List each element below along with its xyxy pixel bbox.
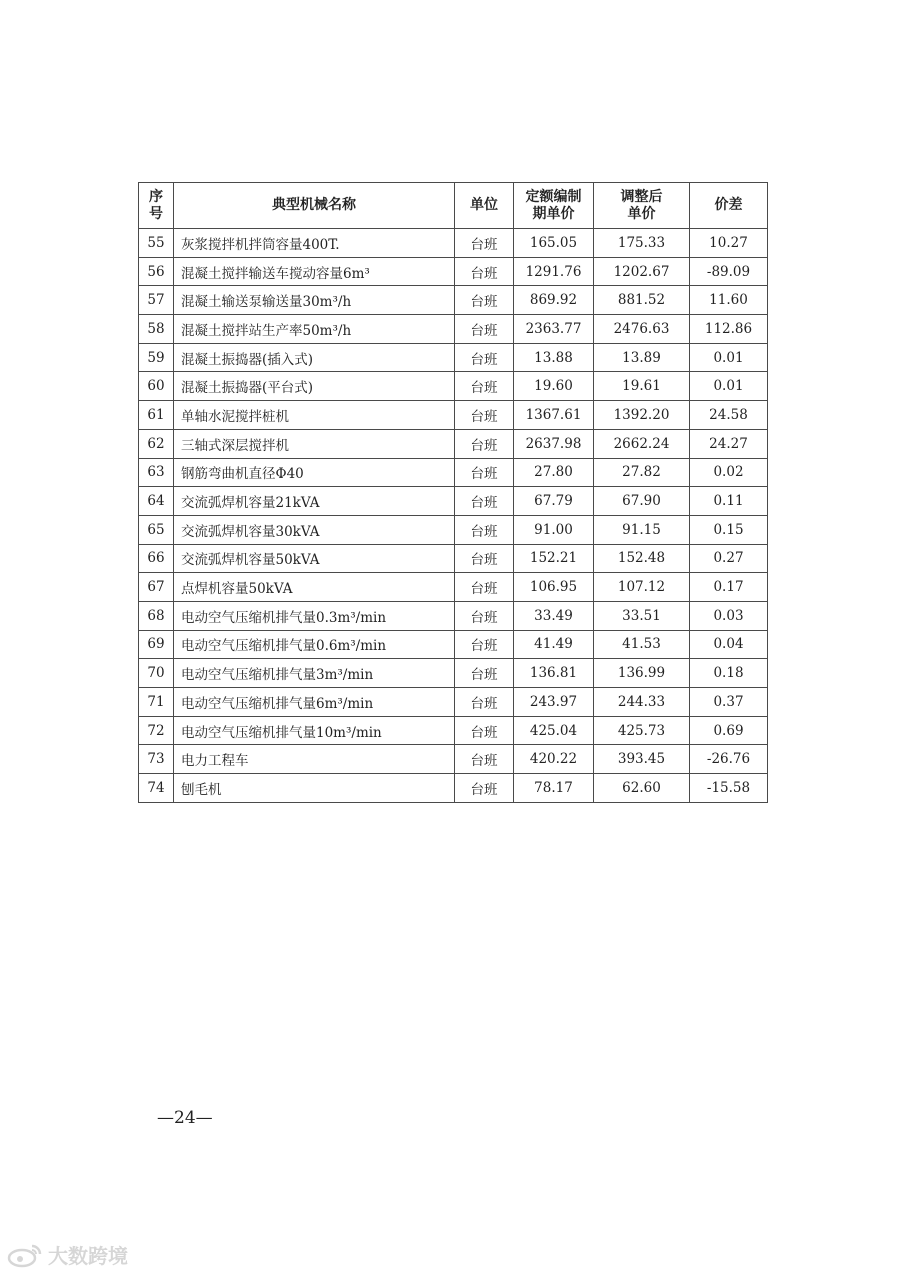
cell-seq: 65 <box>139 515 174 544</box>
cell-adjusted-price: 62.60 <box>594 774 690 803</box>
table-row <box>139 659 768 688</box>
cell-unit: 台班 <box>455 257 514 286</box>
cell-unit: 台班 <box>455 429 514 458</box>
cell-difference: 0.11 <box>690 487 768 516</box>
cell-seq: 60 <box>139 372 174 401</box>
table-row <box>139 257 768 286</box>
cell-adjusted-price: 136.99 <box>594 659 690 688</box>
cell-unit: 台班 <box>455 688 514 717</box>
cell-quota-price: 106.95 <box>514 573 594 602</box>
cell-unit: 台班 <box>455 343 514 372</box>
cell-unit: 台班 <box>455 401 514 430</box>
cell-machine-name: 单轴水泥搅拌桩机 <box>174 401 455 430</box>
cell-adjusted-price: 1202.67 <box>594 257 690 286</box>
cell-unit: 台班 <box>455 515 514 544</box>
table-row <box>139 315 768 344</box>
cell-unit: 台班 <box>455 601 514 630</box>
cell-seq: 71 <box>139 688 174 717</box>
cell-machine-name: 点焊机容量50kVA <box>174 573 455 602</box>
header-unit <box>455 183 514 229</box>
cell-machine-name: 混凝土输送泵输送量30m³/h <box>174 286 455 315</box>
table-header-row <box>139 183 768 229</box>
header-adjusted-price <box>594 183 690 229</box>
cell-quota-price: 91.00 <box>514 515 594 544</box>
cell-adjusted-price: 33.51 <box>594 601 690 630</box>
cell-unit: 台班 <box>455 372 514 401</box>
table-row <box>139 716 768 745</box>
cell-unit: 台班 <box>455 774 514 803</box>
cell-difference: -89.09 <box>690 257 768 286</box>
cell-machine-name: 混凝土振捣器(平台式) <box>174 372 455 401</box>
table-row <box>139 544 768 573</box>
cell-quota-price: 41.49 <box>514 630 594 659</box>
cell-machine-name: 刨毛机 <box>174 774 455 803</box>
cell-difference: 0.01 <box>690 372 768 401</box>
header-quota-price <box>514 183 594 229</box>
cell-adjusted-price: 19.61 <box>594 372 690 401</box>
cell-machine-name: 混凝土搅拌输送车搅动容量6m³ <box>174 257 455 286</box>
cell-machine-name: 交流弧焊机容量50kVA <box>174 544 455 573</box>
cell-difference: -15.58 <box>690 774 768 803</box>
cell-adjusted-price: 244.33 <box>594 688 690 717</box>
header-difference-label: 价差 <box>714 197 743 213</box>
cell-quota-price: 67.79 <box>514 487 594 516</box>
table-row <box>139 487 768 516</box>
cell-seq: 67 <box>139 573 174 602</box>
table-row <box>139 229 768 258</box>
cell-quota-price: 2637.98 <box>514 429 594 458</box>
cell-difference: 0.17 <box>690 573 768 602</box>
cell-unit: 台班 <box>455 315 514 344</box>
cell-adjusted-price: 13.89 <box>594 343 690 372</box>
table-row <box>139 688 768 717</box>
cell-unit: 台班 <box>455 630 514 659</box>
cell-seq: 73 <box>139 745 174 774</box>
cell-unit: 台班 <box>455 573 514 602</box>
table-row <box>139 286 768 315</box>
cell-quota-price: 425.04 <box>514 716 594 745</box>
cell-seq: 55 <box>139 229 174 258</box>
header-difference <box>690 183 768 229</box>
cell-seq: 72 <box>139 716 174 745</box>
cell-quota-price: 869.92 <box>514 286 594 315</box>
cell-adjusted-price: 27.82 <box>594 458 690 487</box>
cell-adjusted-price: 393.45 <box>594 745 690 774</box>
header-seq-label: 序 号 <box>149 188 163 222</box>
watermark-text: 大数跨境 <box>48 1244 128 1268</box>
cell-difference: 0.15 <box>690 515 768 544</box>
cell-adjusted-price: 107.12 <box>594 573 690 602</box>
table-row <box>139 401 768 430</box>
machinery-price-table <box>138 182 768 803</box>
cell-unit: 台班 <box>455 458 514 487</box>
cell-seq: 58 <box>139 315 174 344</box>
cell-adjusted-price: 2662.24 <box>594 429 690 458</box>
cell-machine-name: 电动空气压缩机排气量3m³/min <box>174 659 455 688</box>
cell-machine-name: 交流弧焊机容量30kVA <box>174 515 455 544</box>
cell-seq: 59 <box>139 343 174 372</box>
cell-machine-name: 电动空气压缩机排气量6m³/min <box>174 688 455 717</box>
table-row <box>139 515 768 544</box>
cell-seq: 64 <box>139 487 174 516</box>
cell-quota-price: 152.21 <box>514 544 594 573</box>
cell-unit: 台班 <box>455 229 514 258</box>
cell-adjusted-price: 1392.20 <box>594 401 690 430</box>
cell-adjusted-price: 2476.63 <box>594 315 690 344</box>
cell-difference: 0.18 <box>690 659 768 688</box>
cell-difference: 0.27 <box>690 544 768 573</box>
cell-machine-name: 混凝土振捣器(插入式) <box>174 343 455 372</box>
cell-adjusted-price: 881.52 <box>594 286 690 315</box>
cell-difference: 0.02 <box>690 458 768 487</box>
header-unit-label: 单位 <box>470 197 498 213</box>
cell-quota-price: 19.60 <box>514 372 594 401</box>
cell-unit: 台班 <box>455 716 514 745</box>
cell-adjusted-price: 152.48 <box>594 544 690 573</box>
cell-machine-name: 混凝土搅拌站生产率50m³/h <box>174 315 455 344</box>
cell-quota-price: 136.81 <box>514 659 594 688</box>
cell-adjusted-price: 41.53 <box>594 630 690 659</box>
cell-machine-name: 电动空气压缩机排气量0.3m³/min <box>174 601 455 630</box>
table-row <box>139 573 768 602</box>
cell-unit: 台班 <box>455 659 514 688</box>
cell-quota-price: 420.22 <box>514 745 594 774</box>
cell-difference: 0.04 <box>690 630 768 659</box>
table-body <box>139 229 768 803</box>
cell-seq: 57 <box>139 286 174 315</box>
cell-machine-name: 电动空气压缩机排气量0.6m³/min <box>174 630 455 659</box>
header-quota-price-label: 定额编制 期单价 <box>525 188 582 222</box>
cell-difference: -26.76 <box>690 745 768 774</box>
cell-difference: 112.86 <box>690 315 768 344</box>
cell-quota-price: 33.49 <box>514 601 594 630</box>
table-row <box>139 343 768 372</box>
table-row <box>139 630 768 659</box>
cell-quota-price: 1367.61 <box>514 401 594 430</box>
table-row <box>139 429 768 458</box>
watermark <box>6 1240 128 1269</box>
cell-seq: 74 <box>139 774 174 803</box>
cell-difference: 0.03 <box>690 601 768 630</box>
cell-seq: 56 <box>139 257 174 286</box>
cell-unit: 台班 <box>455 286 514 315</box>
cell-adjusted-price: 425.73 <box>594 716 690 745</box>
cell-difference: 10.27 <box>690 229 768 258</box>
table-row <box>139 601 768 630</box>
cell-seq: 69 <box>139 630 174 659</box>
cell-unit: 台班 <box>455 745 514 774</box>
cell-difference: 0.01 <box>690 343 768 372</box>
cell-quota-price: 27.80 <box>514 458 594 487</box>
cell-seq: 63 <box>139 458 174 487</box>
table-row <box>139 372 768 401</box>
weibo-logo-icon <box>6 1242 44 1268</box>
cell-seq: 70 <box>139 659 174 688</box>
cell-machine-name: 交流弧焊机容量21kVA <box>174 487 455 516</box>
cell-seq: 62 <box>139 429 174 458</box>
cell-seq: 61 <box>139 401 174 430</box>
cell-difference: 24.27 <box>690 429 768 458</box>
header-adjusted-price-label: 调整后 单价 <box>620 188 663 222</box>
cell-seq: 68 <box>139 601 174 630</box>
cell-adjusted-price: 175.33 <box>594 229 690 258</box>
cell-machine-name: 电动空气压缩机排气量10m³/min <box>174 716 455 745</box>
cell-machine-name: 三轴式深层搅拌机 <box>174 429 455 458</box>
cell-quota-price: 165.05 <box>514 229 594 258</box>
cell-machine-name: 钢筋弯曲机直径Φ40 <box>174 458 455 487</box>
header-name <box>174 183 455 229</box>
table-row <box>139 774 768 803</box>
cell-adjusted-price: 67.90 <box>594 487 690 516</box>
cell-machine-name: 电力工程车 <box>174 745 455 774</box>
cell-unit: 台班 <box>455 544 514 573</box>
header-name-label: 典型机械名称 <box>272 197 356 213</box>
cell-seq: 66 <box>139 544 174 573</box>
cell-quota-price: 13.88 <box>514 343 594 372</box>
header-seq <box>139 183 174 229</box>
cell-quota-price: 1291.76 <box>514 257 594 286</box>
cell-unit: 台班 <box>455 487 514 516</box>
cell-difference: 11.60 <box>690 286 768 315</box>
cell-difference: 0.69 <box>690 716 768 745</box>
page-number: —24— <box>157 1108 213 1128</box>
table-row <box>139 458 768 487</box>
cell-machine-name: 灰浆搅拌机拌筒容量400T. <box>174 229 455 258</box>
table-row <box>139 745 768 774</box>
cell-quota-price: 78.17 <box>514 774 594 803</box>
cell-quota-price: 2363.77 <box>514 315 594 344</box>
cell-difference: 24.58 <box>690 401 768 430</box>
cell-adjusted-price: 91.15 <box>594 515 690 544</box>
cell-quota-price: 243.97 <box>514 688 594 717</box>
cell-difference: 0.37 <box>690 688 768 717</box>
